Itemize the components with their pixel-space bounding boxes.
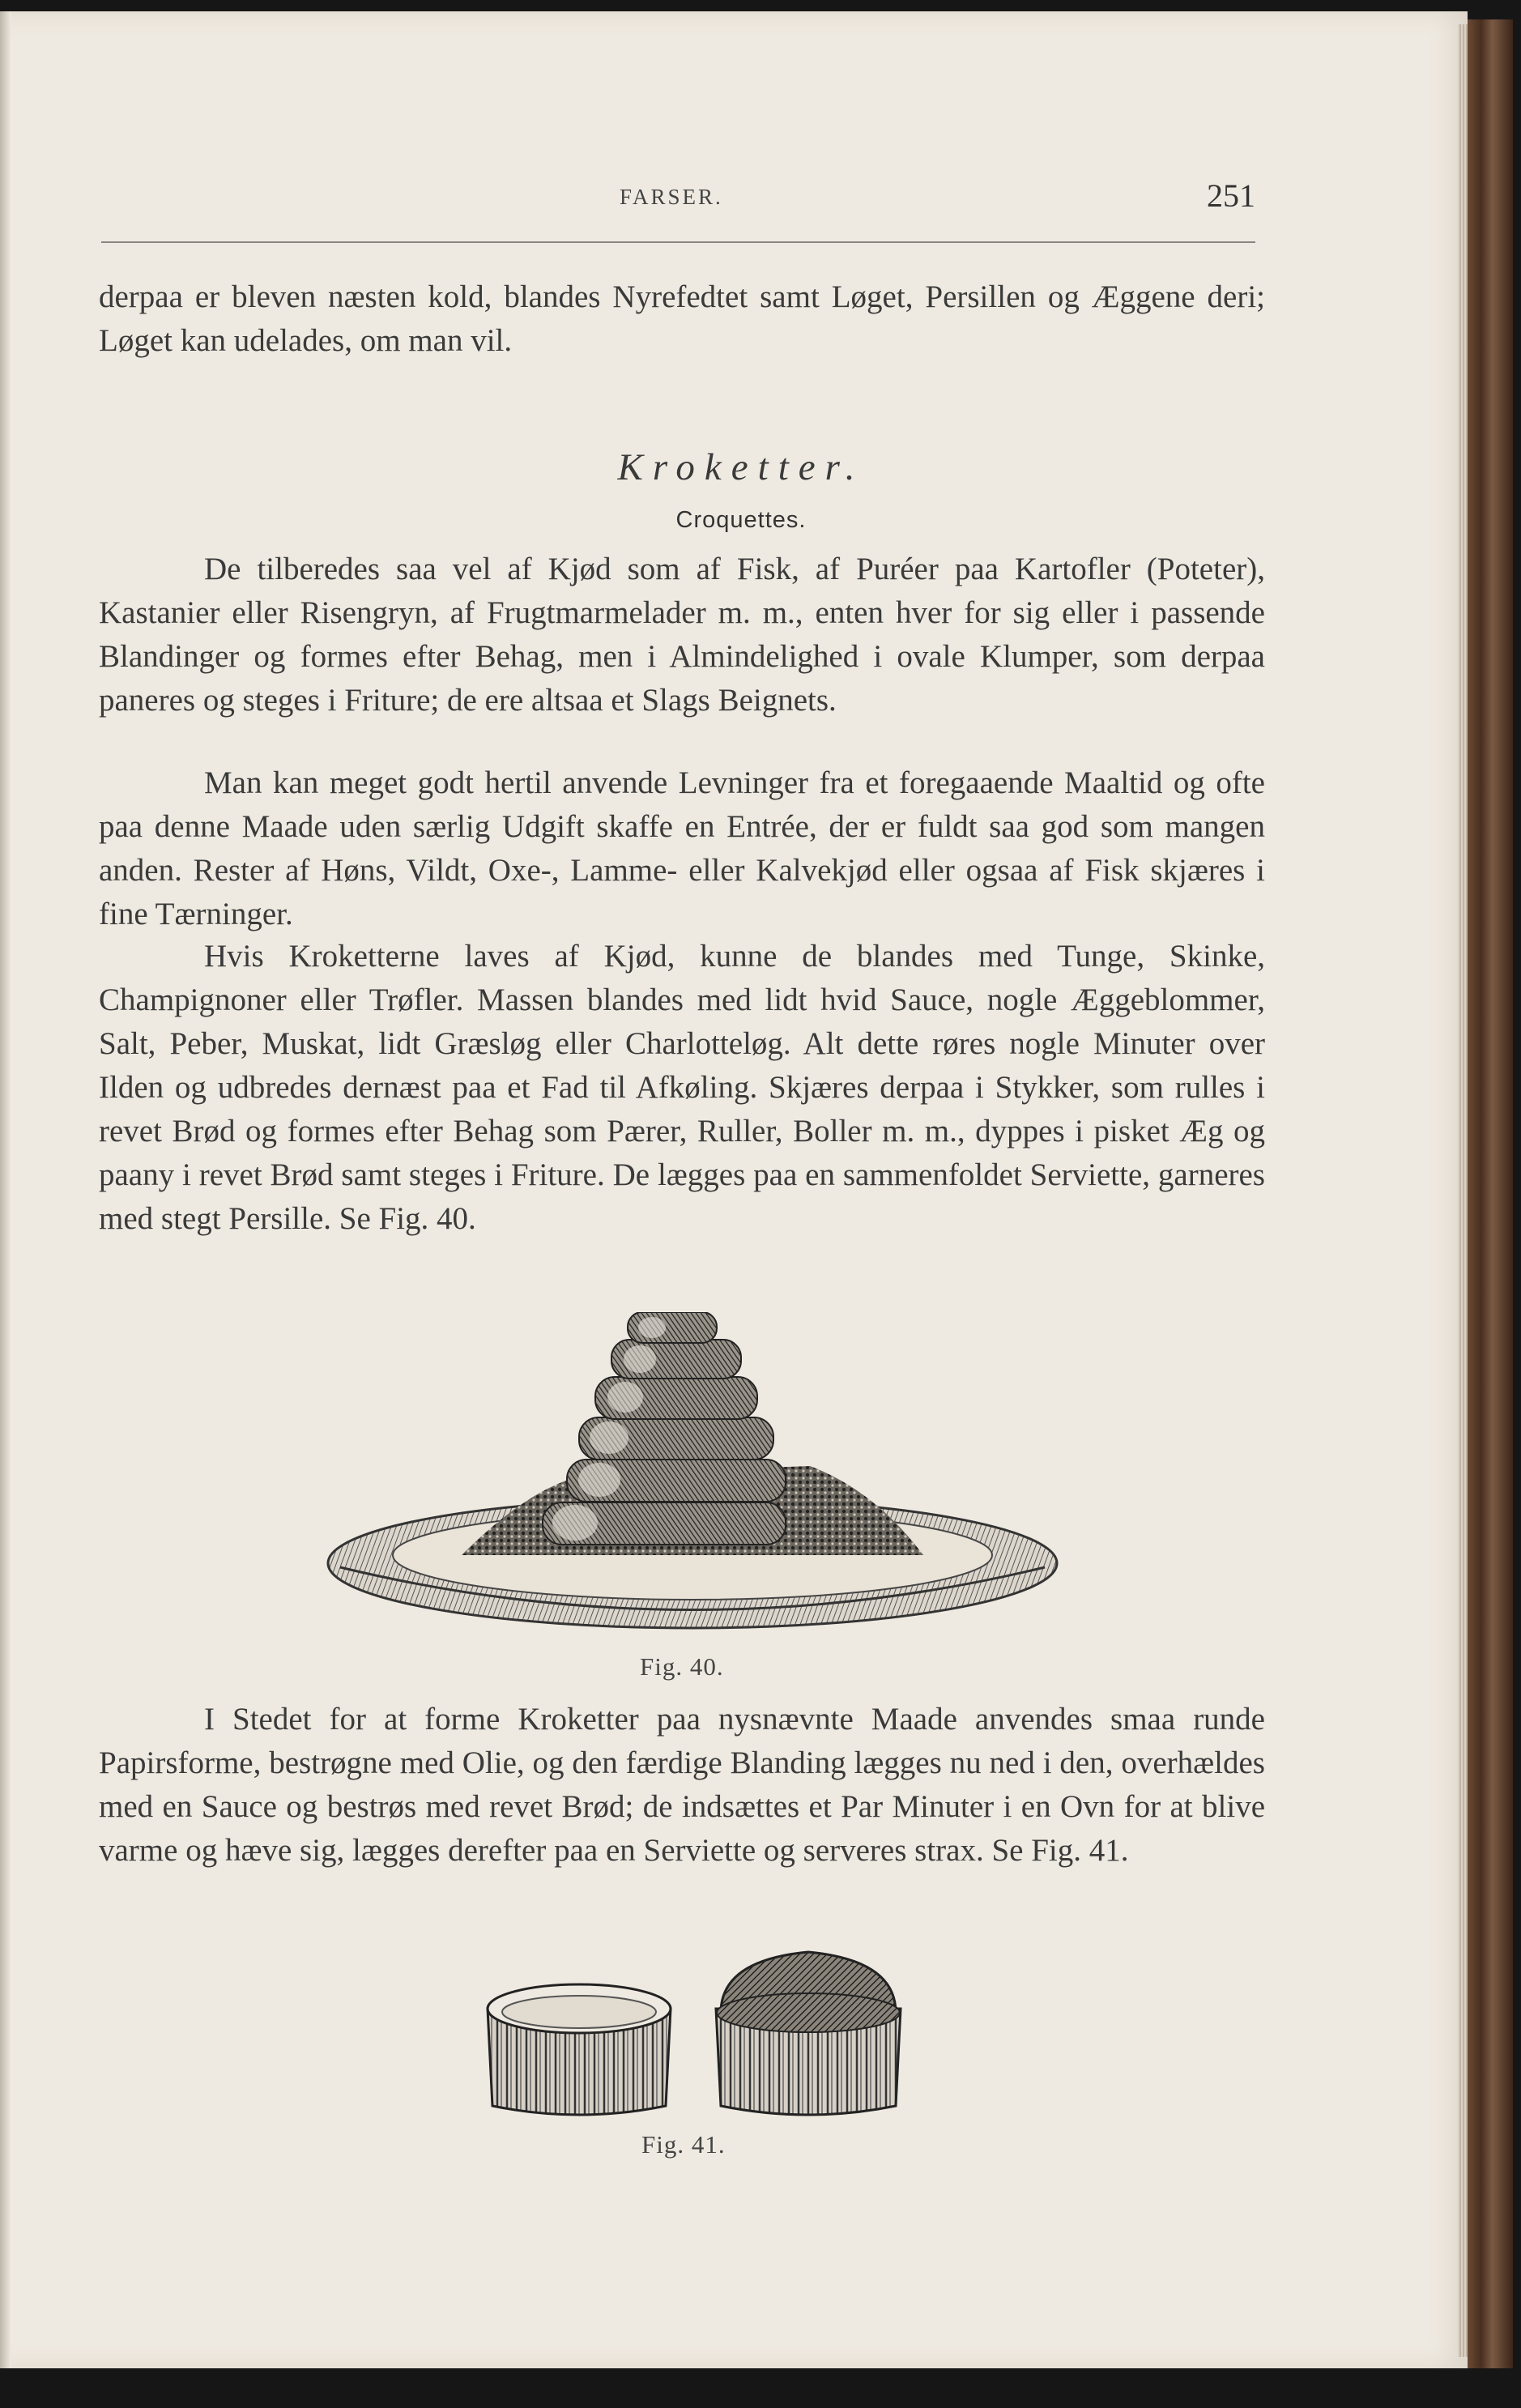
section-subtitle: Croquettes. [675, 507, 807, 533]
paragraph-continued: derpaa er bleven næsten kold, blandes Nyrefedtet samt Løget, Persillen og Æggene deri; Løget kan udelades, om man vil. [99, 279, 1265, 358]
book-spine [1468, 19, 1513, 2368]
page-left-edge [0, 11, 11, 2368]
paragraph-4: I Stedet for at forme Kroketter paa nysnævnte Maade anvendes smaa runde Papirsforme, bestrøgne med Olie, og den færdige Blanding lægges nu ned i den, overhældes med en Sauce og bestrøs med revet Brød; de indsættes et Par Minuter i en Ovn for at blive varme og hæve sig, lægges derefter paa en Serviette og serveres strax. Se Fig. 41. [99, 1702, 1265, 1868]
fig-40-caption: Fig. 40. [640, 1652, 724, 1681]
croquette-pyramid-illustration [324, 1312, 1061, 1652]
paragraph-3: Hvis Kroketterne laves af Kjød, kunne de blandes med Tunge, Skinke, Champignoner eller Trøfler. Massen blandes med lidt hvid Sauce, nogle Æggeblommer, Salt, Peber, Muskat, lidt Græsløg eller Charlotteløg. Alt dette røres nogle Minuter over Ilden og udbredes dernæst paa et Fad til Afkøling. Skjæres derpaa i Stykker, som rulles i revet Brød og formes efter Behag som Pærer, Ruller, Boller m. m., dyppes i pisket Æg og paany i revet Brød samt steges i Friture. De lægges paa en sammenfoldet Serviette, garneres med stegt Persille. Se Fig. 40. [99, 939, 1265, 1236]
page-number: 251 [1207, 177, 1255, 214]
section-title: Kroketter. [617, 446, 865, 488]
paper-forms-illustration [486, 1944, 1004, 2122]
page-header [101, 177, 1255, 220]
paragraph-1: De tilberedes saa vel af Kjød som af Fisk, af Puréer paa Kartofler (Poteter), Kastanier eller Risengryn, af Frugtmarmelader m. m., enten hver for sig eller i passende Blandinger og formes efter Behag, men i Almindelighed i ovale Klumper, som derpaa paneres og steges i Friture; de ere altsaa et Slags Beignets. [99, 552, 1265, 718]
running-head: FARSER. [620, 185, 723, 209]
filled-paper-form [716, 1952, 901, 2115]
empty-paper-form [488, 1984, 671, 2115]
header-rule [101, 241, 1255, 243]
fig-41-caption: Fig. 41. [641, 2130, 726, 2159]
paragraph-2: Man kan meget godt hertil anvende Levninger fra et foregaaende Maaltid og ofte paa denne Maade uden særlig Udgift skaffe en Entrée, der er fuldt saa god som mangen anden. Rester af Høns, Vildt, Oxe-, Lamme- eller Kalvekjød eller ogsaa af Fisk skjæres i fine Tærninger. [99, 765, 1265, 931]
